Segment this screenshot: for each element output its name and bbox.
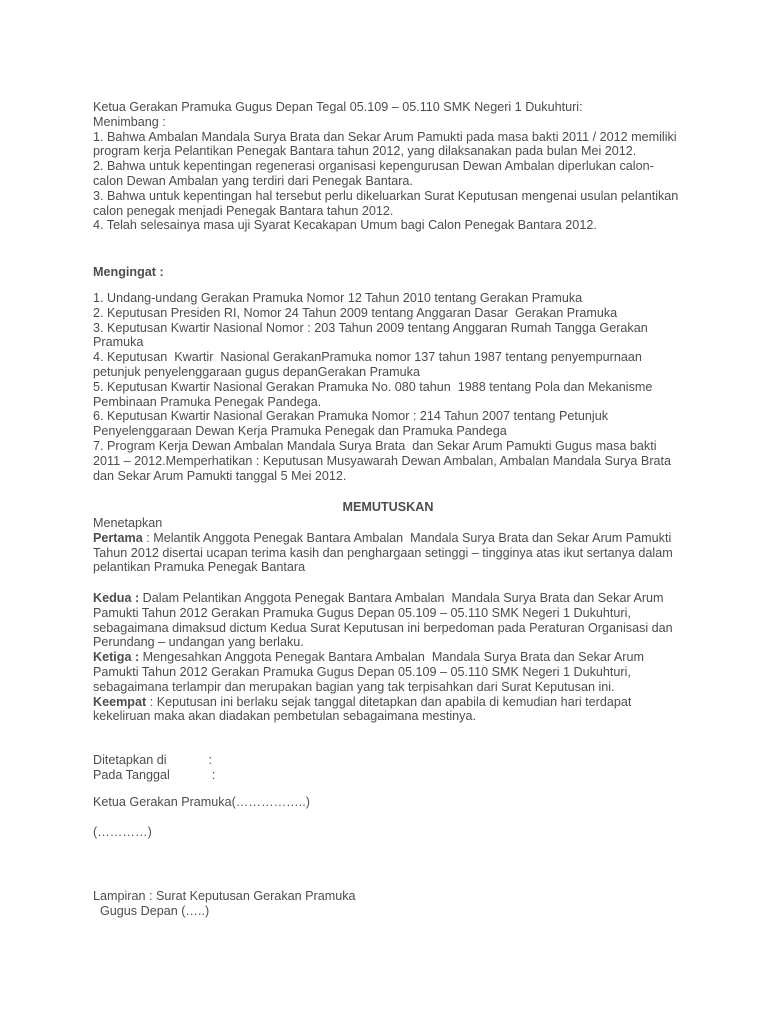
menimbang-item-4: 4. Telah selesainya masa uji Syarat Kecakapan Umum bagi Calon Penegak Bantara 2012. [93,218,597,233]
mengingat-list [93,291,683,483]
menimbang-section [93,100,683,233]
ditetapkan-line: Ditetapkan di : [93,753,212,767]
mengingat-item-7: 7. Program Kerja Dewan Ambalan Mandala Surya Brata dan Sekar Arum Pamukti Gugus masa bakti 2011 – 2012.Memperhatikan : Keputusan Musyawarah Dewan Ambalan, Ambalan Mandala Surya Brata dan Sekar Arum Pamukti tanggal 5 Mei 2012. [93,438,675,483]
pertama-paragraph [93,531,683,575]
mengingat-item-4: 4. Keputusan Kwartir Nasional GerakanPramuka nomor 137 tahun 1987 tentang penyempurnaan petunjuk penyelenggaraan gugus depanGerakan Pramuka [93,350,646,379]
signature-place-date [93,753,683,783]
ketiga-paragraph [93,650,683,694]
signature-blank: (…………) [93,825,152,839]
ketiga-text: Mengesahkan Anggota Penegak Bantara Ambalan Mandala Surya Brata dan Sekar Arum Pamukti Tahun 2012 Gerakan Pramuka Gugus Depan 05.109 – 05.110 SMK Negeri 1 Dukuhturi, sebagaimana terlampir dan merupakan bagian yang tak terpisahkan dari Surat Keputusan ini. [93,650,648,694]
mengingat-label: Mengingat : [93,265,164,279]
kedua-label: Kedua : [93,591,140,605]
mengingat-item-3: 3. Keputusan Kwartir Nasional Nomor : 203 Tahun 2009 tentang Anggaran Rumah Tangga Gerakan Pramuka [93,320,652,350]
tanggal-line: Pada Tanggal : [93,767,216,782]
ketua-signature-line: Ketua Gerakan Pramuka(……………..) [93,795,310,809]
keempat-text: : Keputusan ini berlaku sejak tanggal ditetapkan dan apabila di kemudian hari terdapat kekeliruan maka akan diadakan pembetulan sebagaimana mestinya. [93,694,635,724]
menimbang-item-1: 1. Bahwa Ambalan Mandala Surya Brata dan Sekar Arum Pamukti pada masa bakti 2011 / 2012 memiliki program kerja Pelantikan Penegak Bantara tahun 2012, yang dilaksanakan pada bulan Mei 2012. [93,129,681,159]
lampiran-line-2: Gugus Depan (…..) [93,903,210,918]
menimbang-label: Menimbang : [93,114,166,129]
keempat-paragraph [93,695,683,725]
pertama-text: : Melantik Anggota Penegak Bantara Ambalan Mandala Surya Brata dan Sekar Arum Pamukti Tahun 2012 disertai ucapan terima kasih dan penghargaan setinggi – tingginya atas ikut sertanya dalam pelantikan Pramuka Penegak Bantara [93,530,677,575]
kedua-section [93,591,683,724]
mengingat-item-6: 6. Keputusan Kwartir Nasional Gerakan Pramuka Nomor : 214 Tahun 2007 tentang Petunjuk Penyelenggaraan Dewan Kerja Pramuka Penegak dan Pramuka Pandega [93,409,612,439]
menetapkan-section [93,516,683,575]
memutuskan-title: MEMUTUSKAN [342,500,434,514]
mengingat-item-5: 5. Keputusan Kwartir Nasional Gerakan Pramuka No. 080 tahun 1988 tentang Pola dan Mekanisme Pembinaan Pramuka Penegak Pandega. [93,379,656,409]
mengingat-item-2: 2. Keputusan Presiden RI, Nomor 24 Tahun 2009 tentang Anggaran Dasar Gerakan Pramuka [93,305,618,320]
mengingat-item-1: 1. Undang-undang Gerakan Pramuka Nomor 12 Tahun 2010 tentang Gerakan Pramuka [93,291,583,305]
pertama-label: Pertama [93,530,143,545]
lampiran-line-1: Lampiran : Surat Keputusan Gerakan Pramuka [93,889,356,903]
document-heading: Ketua Gerakan Pramuka Gugus Depan Tegal 05.109 – 05.110 SMK Negeri 1 Dukuhturi: [93,100,583,114]
menimbang-item-2: 2. Bahwa untuk kepentingan regenerasi organisasi kepengurusan Dewan Ambalan diperlukan calon-calon Dewan Ambalan yang terdiri dari Penegak Bantara. [93,159,654,188]
kedua-text: Dalam Pelantikan Anggota Penegak Bantara Ambalan Mandala Surya Brata dan Sekar Arum Pamukti Tahun 2012 Gerakan Pramuka Gugus Depan 05.109 – 05.110 SMK Negeri 1 Dukuhturi, sebagaimana dimaksud dictum Kedua Surat Keputusan ini berpedoman pada Peraturan Organisasi dan Perundang – undangan yang berlaku. [93,591,677,650]
lampiran-section [93,889,683,919]
keempat-label: Keempat [93,694,147,709]
menimbang-item-3: 3. Bahwa untuk kepentingan hal tersebut perlu dikeluarkan Surat Keputusan mengenai usulan pelantikan calon penegak menjadi Penegak Bantara tahun 2012. [93,188,682,218]
kedua-paragraph [93,591,683,650]
ketiga-label: Ketiga : [93,650,140,665]
menetapkan-label: Menetapkan [93,516,163,530]
